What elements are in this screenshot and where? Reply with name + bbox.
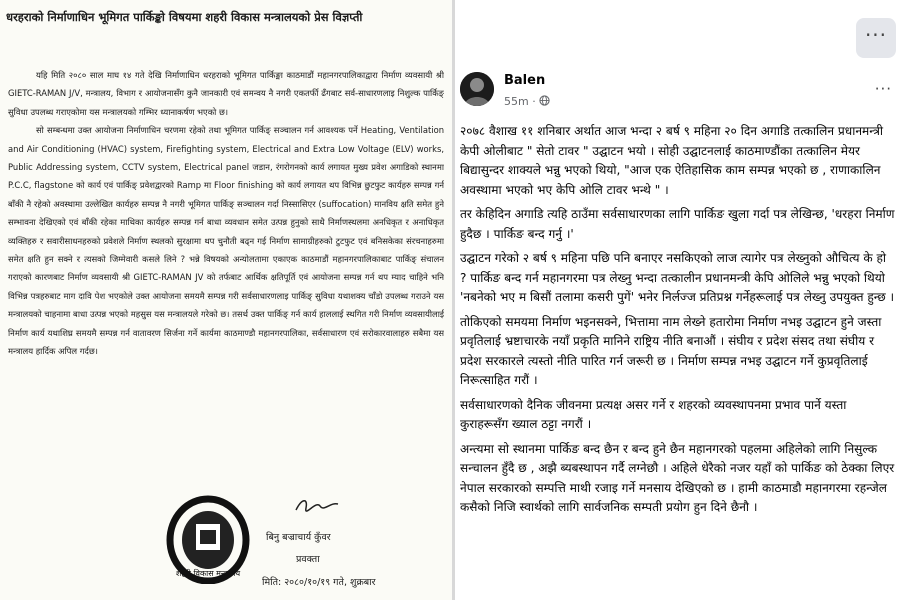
press-release-paragraph: सो सम्बन्धमा उक्त आयोजना निर्माणाधिन चरणमा रहेको तथा भूमिगत पार्किङ् सञ्चालन गर्न आवश्यक पर्ने Heating, Ventilation and Air Conditioning (HVAC) system, Firefighting system, Electrical and Extra Low Voltage (ELV) works, Public Addressing system, CCTV system, Electrical panel जडान, रंगरोगनको कार्य लगायत मुख्य प्रवेश अगाडिको स्थानमा P.C.C, flagstone को कार्य एवं पार्किङ् प्रवेशद्वारको Ramp मा Floor finishing को कार्य लगायत थप विभिन्न छुटफुट कार्यहरु सम्पन्न गर्न बाँकी नै रहेको अवस्थामा उल्लेखित कार्यहरु सम्पन्न नै नगरी भूमिगत पार्किङ् सञ्चालन गर्दा निस्सासिएर (suffocation) मानविय क्षति समेत हुने सम्भावना देखिएको एवं बाँकी रहेका माथिका कार्यहरु सम्पन्न गर्न बाधा व्यवधान समेत उत्पन्न हुनुको साथै निर्माणस्थलमा अनधिकृत र अनाधिकृत व्यक्तिहरु र सवारीसाधनहरुको प्रवेशले निर्माण स्थलको सुरक्षामा थप चुनौती बढ्न गई निर्माण सामाग्रीहरुको टुटफुट एवं बनिसकेका संरचनाहरुमा समेत क्षति हुन सक्ने र त्यसको जिम्मेवारी कसले लिने ? भन्ने विषयको अन्योलतामा एकाएक काठमाडौं महानगरपालिकाबाट पार्किङ् संचालन गराएको कारणबाट निर्माण व्यवसायी श्री GIETC-RAMAN JV को तर्फबाट आर्थिक क्षतिपूर्ति एवं आयोजना सम्पन्न गर्न थप म्याद चाहिने भनि विभिन्न पत्रहरुबाट माग दावि पेश भएकोले उक्त आयोजना समयमै सम्पन्न गरी सर्वसाधारणलाइ पार्किङ् सुविधा यथाशक्य चाँडो उपलब्ध गराउने यस मन्त्रालयको चाहनामा बाधा उत्पन्न भएको महसुस यस मन्त्रालयले गरेको छ। तसर्थ उक्त पार्किङ् गर्न कार्य हाललाई स्थगित गरी निर्माण व्यवसायीलाई निर्माण कार्य यथाशिघ्र समयमै सम्पन्न गर्न वातावरण सिर्जना गर्ने कार्यमा काठमाण्डौ महानगरपालिका, सर्वसाधारण एवं सरोकारवालाहरु सबैमा यस मन्त्रालय हार्दिक अपिल गर्दछ। xyxy=(8,125,444,357)
press-release-body xyxy=(8,66,444,506)
seal-text: शहरी विकास मन्त्रालय xyxy=(175,569,241,578)
post-meta xyxy=(504,95,550,108)
signature-icon xyxy=(294,494,340,516)
press-release-paragraph: यहि मिति २०८० साल माघ १४ गते देखि निर्माणाधिन धरहराको भूमिगत पार्किङ्मा काठमाडौं महानगरपालिकाद्वारा निर्माण व्यवसायी श्री GIETC-RAMAN J/V, मन्त्रालय, विभाग र आयोजनासँग कुनै जानकारी एवं समन्वय नै नगरी एकतर्फी ढँगबाट सर्व-साधारणलाइ निशुल्क पार्किङ् सुविधा उपलब्ध गराएकोमा यस मन्त्रालयको गम्भिर ध्यानाकर्षण भएको छ। xyxy=(8,70,444,117)
more-horizontal-icon: ··· xyxy=(874,80,892,98)
press-release-title: धरहराको निर्माणाधिन भूमिगत पार्किङ्को विषयमा शहरी विकास मन्त्रालयको प्रेस विज्ञप्ती xyxy=(6,10,363,24)
post-paragraph: तोकिएको समयमा निर्माण भइनसक्ने, भित्तामा नाम लेख्ने हतारोमा निर्माण नभइ उद्घाटन हुने जस्ता प्रवृतिलाई भ्रष्टाचारके नयाँ प्रकृति मानिने राष्ट्रिय नीति बनाऔं । संघीय र प्रदेश संसद तथा संघीय र प्रदेश सरकारले त्यस्तो नीति पारित गर्न जरूरी छ । निर्माण सम्पन्न नभइ उद्घाटन गर्ने कुप्रवृतिलाई निरूत्साहित गरौं । xyxy=(460,314,882,387)
release-date: मिति: २०८०/१०/१९ गते, शुक्रबार xyxy=(262,577,376,588)
post-paragraph: तर केहिदिन अगाडि त्यहि ठाउँमा सर्वसाधारणका लागि पार्किङ खुला गर्दा पत्र लेखिन्छ, 'धरहरा निर्माण हुदैछ । पार्किङ बन्द गर्नु ।' xyxy=(460,207,895,241)
signatory-role: प्रवक्ता xyxy=(296,554,320,565)
post-body xyxy=(460,122,896,596)
post-menu-button[interactable] xyxy=(875,80,892,98)
more-horizontal-icon: ··· xyxy=(864,23,888,47)
post-paragraph: अन्त्यमा सो स्थानमा पार्किङ बन्द छैन र बन्द हुने छैन महानगरको पहलमा अहिलेको लागि निसुल्क सन्चालन हुँदै छ , अझै ब्यबस्थापन गर्दै लग्नेछौ । अहिले धेरैको नजर यहाँ को पार्किङ को ठेक्का लिएर नेपाल सरकारको सम्पत्ति माथी रजाइ गर्ने मनसाय देखिएको छ । हामी काठमाडौ महानगरमा रहन्जेल कसैको निजि स्वार्थको लागि सार्वजनिक सम्पती प्रयोग हुन दिने छैनौ । xyxy=(460,441,895,514)
facebook-post xyxy=(455,0,900,600)
avatar[interactable] xyxy=(460,72,494,106)
signatory-name: बिनु बज्राचार्य कुँवर xyxy=(266,532,331,543)
post-paragraph: उद्घाटन गरेको २ बर्ष ९ महिना पछि पनि बनाएर नसकिएको लाज त्यागेर पत्र लेख्नुको औचित्य के हो ? पार्किङ बन्द गर्न महानगरमा पत्र लेख्नु भन्दा तत्कालीन प्रधानमन्त्री केपि ओलिले भन्नु भएको थियो 'नबनेको भए म बिसौं तलामा कसरी पुगें' भनेर निर्लज्ज प्रतिप्रश्न गर्नेहरूलाई पत्र लेख्नु उपयुक्त हुन्छ । xyxy=(460,251,895,304)
post-paragraph: २०७८ वैशाख ११ शनिबार अर्थात आज भन्दा २ बर्ष ९ महिना २० दिन अगाडि तत्कालिन प्रधानमन्त्री केपी ओलीबाट " सेतो टावर " उद्घाटन भयो । सोही उद्घाटनलाई काठमाण्डौंका तत्कालिन मेयर बिद्यासुन्दर शाक्यले भन्नु भएको थियो, "आज एक ऐतिहासिक काम सम्पन्न भएको छ , राणाकालिन अवस्थामा भएको भए केपि ओलि टावर भन्थे " । xyxy=(460,124,884,197)
profile-photo-icon xyxy=(460,72,494,106)
ministry-seal-icon xyxy=(166,494,250,584)
post-paragraph: सर्वसाधारणको दैनिक जीवनमा प्रत्यक्ष असर गर्ने र शहरको व्यवस्थापनमा प्रभाव पार्ने यस्ता कुराहरूसँग ख्याल ठट्टा नगरौं । xyxy=(460,397,847,431)
globe-icon xyxy=(539,95,550,106)
post-time[interactable]: 55m xyxy=(504,95,529,108)
more-options-button[interactable] xyxy=(856,18,896,58)
post-author[interactable]: Balen xyxy=(504,73,546,88)
meta-separator: · xyxy=(532,95,540,108)
